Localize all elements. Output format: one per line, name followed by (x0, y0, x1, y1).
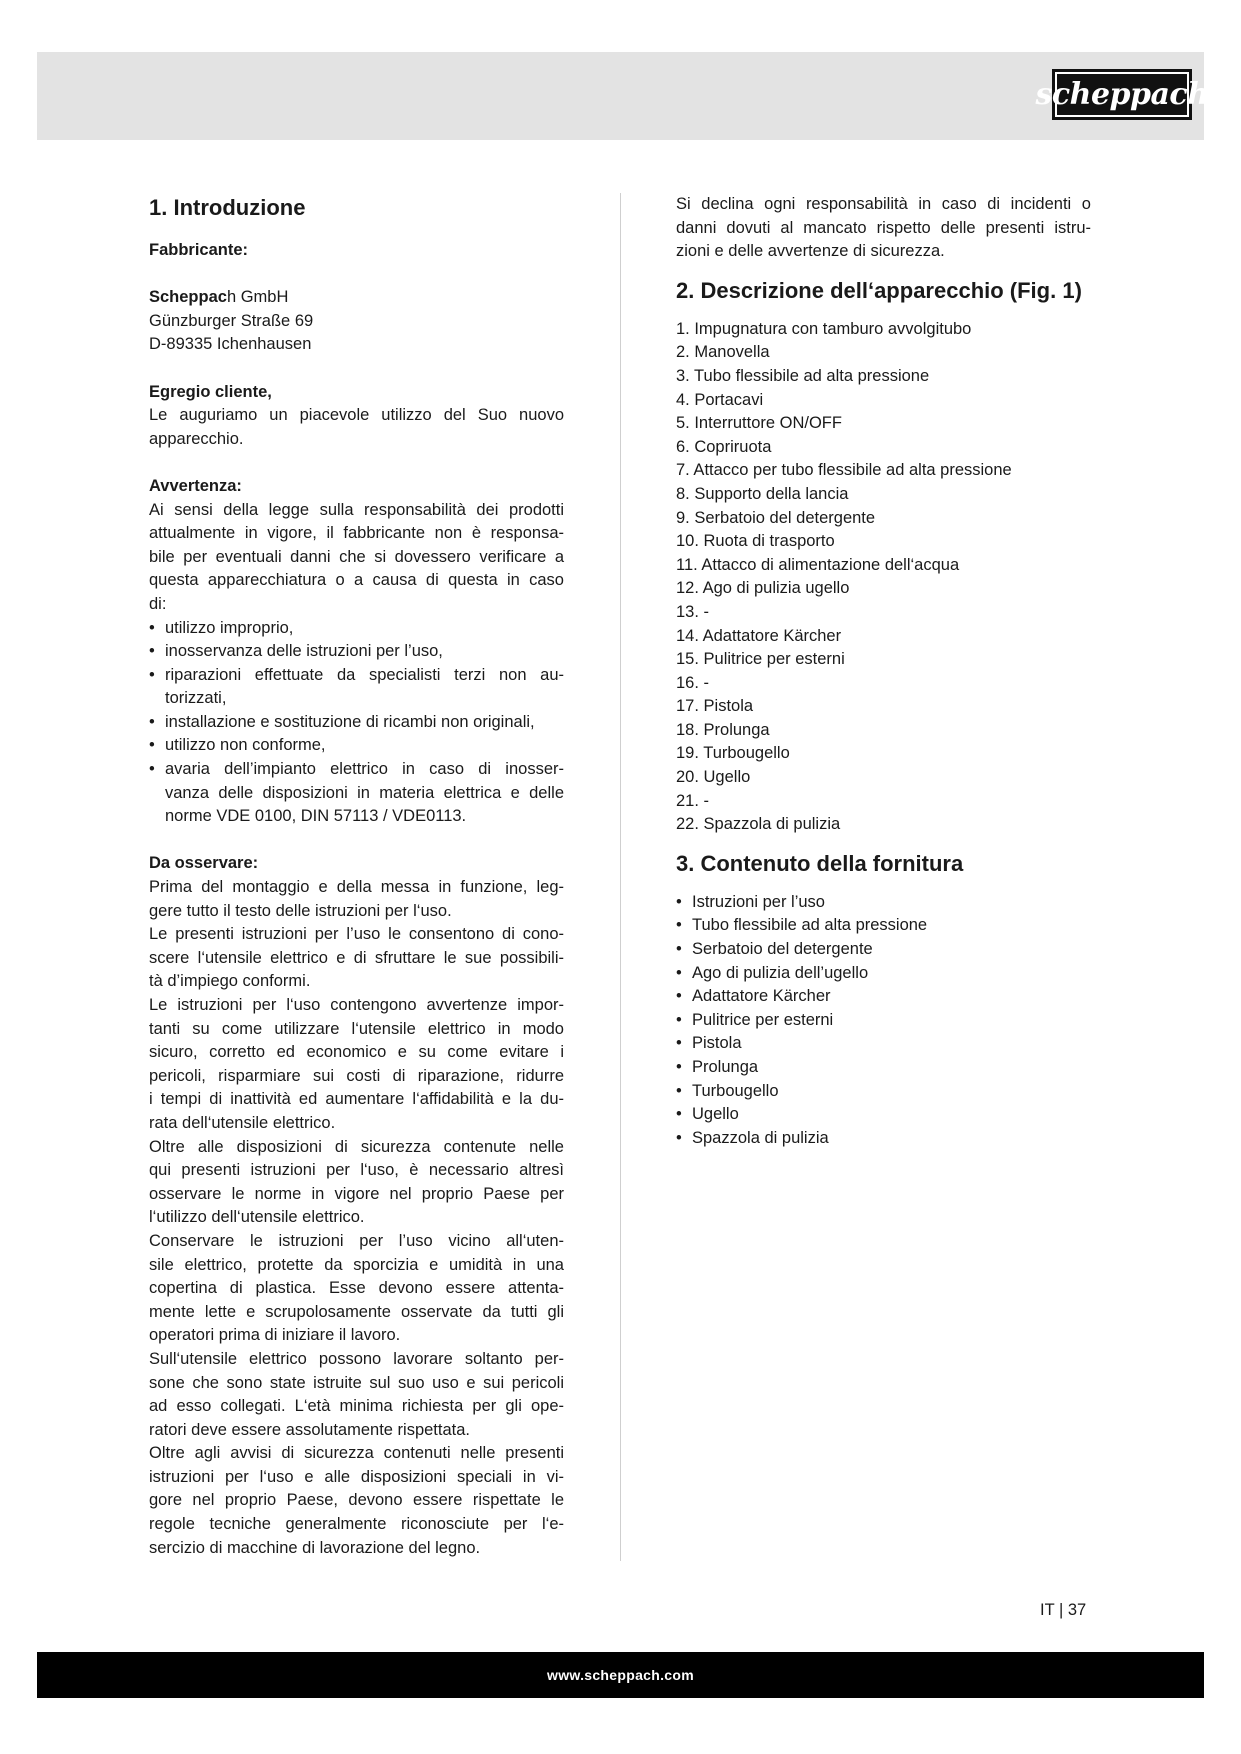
section-2-title: 2. Descrizione dell‘apparecchio (Fig. 1) (676, 277, 1082, 303)
warning-bullet-item (149, 805, 564, 829)
parts-list-item: 5. Interruttore ON/OFF (676, 414, 842, 433)
address-city: D-89335 Ichenhausen (149, 335, 312, 354)
observe-text-line: Prima del montaggio e della messa in funzione, leg- (149, 878, 564, 897)
parts-list-item: 11. Attacco di alimentazione dell‘acqua (676, 555, 960, 574)
bullet-icon: • (676, 987, 682, 1006)
warning-bullet-text: avaria dell’impianto elettrico in caso di inosser- (165, 760, 564, 779)
delivery-item (676, 1103, 1091, 1127)
bullet-icon: • (676, 892, 682, 911)
parts-list-item: 20. Ugello (676, 768, 751, 787)
bullet-icon: • (676, 1105, 682, 1124)
parts-list-item: 2. Manovella (676, 343, 770, 362)
bullet-icon: • (149, 665, 155, 684)
greeting: Egregio cliente, (149, 382, 272, 401)
warning-bullet-text: inosservanza delle istruzioni per l’uso, (165, 642, 443, 661)
observe-text-line: Sull‘utensile elettrico possono lavorare soltanto per- (149, 1349, 564, 1368)
warning-text-line: di: (149, 594, 167, 613)
disclaimer-line: zioni e delle avvertenze di sicurezza. (676, 242, 945, 261)
observe-text-line: tà d’impiego conformi. (149, 972, 311, 991)
parts-list-item: 9. Serbatoio del detergente (676, 508, 876, 527)
section-3-title: 3. Contenuto della fornitura (676, 850, 964, 876)
observe-text-line: mente lette e scrupolosamente osservate da tutti gli (149, 1302, 564, 1321)
parts-list-item: 17. Pistola (676, 697, 754, 716)
parts-list-item: 4. Portacavi (676, 390, 764, 409)
disclaimer-line: danni dovuti al mancato rispetto delle presenti istru- (676, 218, 1091, 237)
parts-list-item: 14. Adattatore Kärcher (676, 626, 842, 645)
observe-text-line: Oltre alle disposizioni di sicurezza contenute nelle (149, 1137, 564, 1156)
delivery-item (676, 1080, 1091, 1104)
parts-list-item: 10. Ruota di trasporto (676, 532, 835, 551)
delivery-item-text: Spazzola di pulizia (692, 1128, 829, 1147)
warning-bullet-item (149, 734, 564, 758)
observe-text (149, 876, 564, 1560)
observe-text-line: ad esso collegati. L‘età minima richiesta per gli ope- (149, 1397, 564, 1416)
parts-list-item: 22. Spazzola di pulizia (676, 815, 841, 834)
observe-text-line: operatori prima di iniziare il lavoro. (149, 1326, 401, 1345)
delivery-item-text: Prolunga (692, 1058, 759, 1076)
disclaimer-line: Si declina ogni responsabilità in caso di incidenti o (676, 195, 1091, 213)
observe-text-line: qui presenti istruzioni per l‘uso, è necessario altresì (149, 1161, 564, 1180)
warning-bullet-text: utilizzo improprio, (165, 618, 294, 637)
delivery-item-text: Turbougello (692, 1081, 779, 1100)
observe-text-line: istruzioni per l‘uso e alle disposizioni speciali in vi- (149, 1467, 564, 1486)
parts-list-item: 13. - (676, 602, 710, 621)
observe-label: Da osservare: (149, 854, 259, 873)
company-name-rest: h GmbH (226, 288, 289, 307)
observe-text-line: rata dell‘utensile elettrico. (149, 1113, 336, 1132)
observe-text-line: Conservare le istruzioni per l’uso vicino all‘uten- (149, 1231, 564, 1250)
observe-text-line: gore nel proprio Paese, devono essere rispettate le (149, 1491, 564, 1510)
delivery-item (676, 1127, 1091, 1151)
delivery-item-text: Ugello (692, 1105, 739, 1124)
footer-url-link[interactable]: www.scheppach.com (547, 1667, 694, 1683)
bullet-icon: • (676, 1128, 682, 1147)
bullet-icon (149, 782, 165, 806)
bullet-icon: • (149, 736, 155, 755)
observe-text-line: copertina di plastica. Esse devono essere attenta- (149, 1279, 564, 1298)
observe-text-line: Le presenti istruzioni per l’uso le consentono di cono- (149, 925, 564, 944)
company-name-bold: Scheppac (149, 288, 227, 307)
delivery-item-text: Pulitrice per esterni (692, 1010, 834, 1029)
bullet-icon: • (149, 642, 155, 661)
manufacturer-label: Fabbricante: (149, 241, 249, 259)
observe-text-line: tanti su come utilizzare l‘utensile elettrico in modo (149, 1019, 564, 1038)
warning-bullet-item (149, 758, 564, 782)
greeting-text-line: Le auguriamo un piacevole utilizzo del Suo nuovo (149, 406, 564, 425)
right-column (676, 193, 1091, 1150)
warning-bullet-text: norme VDE 0100, DIN 57113 / VDE0113. (165, 807, 467, 826)
delivery-list (676, 891, 1091, 1151)
parts-list-item: 16. - (676, 673, 710, 692)
section-1-title: 1. Introduzione (149, 195, 306, 220)
warning-bullet-item (149, 664, 564, 688)
delivery-item (676, 1032, 1091, 1056)
warning-bullet-text: utilizzo non conforme, (165, 736, 326, 755)
observe-text-line: pericoli, risparmiare sui costi di riparazione, ridurre (149, 1066, 564, 1085)
observe-text-line: Le istruzioni per l‘uso contengono avvertenze impor- (149, 996, 564, 1014)
warning-text-line: bile per eventuali danni che si dovessero verificare a (149, 547, 564, 566)
delivery-item-text: Adattatore Kärcher (692, 987, 831, 1006)
observe-text-line: Oltre agli avvisi di sicurezza contenuti nelle presenti (149, 1444, 564, 1463)
observe-text-line: sercizio di macchine di lavorazione del legno. (149, 1538, 481, 1557)
observe-text-line: l‘utilizzo dell‘utensile elettrico. (149, 1208, 365, 1227)
warning-bullet-item (149, 640, 564, 664)
warning-text-line: Ai sensi della legge sulla responsabilità dei prodotti (149, 500, 564, 519)
parts-list-item: 19. Turbougello (676, 744, 790, 763)
observe-text-line: sicuro, corretto ed economico e su come evitare i (149, 1043, 564, 1062)
parts-list-item: 12. Ago di pulizia ugello (676, 579, 850, 598)
delivery-item-text: Pistola (692, 1034, 742, 1053)
parts-list-item: 15. Pulitrice per esterni (676, 650, 845, 669)
delivery-item (676, 962, 1091, 986)
parts-list-item: 18. Prolunga (676, 720, 770, 739)
warning-bullet-item (149, 711, 564, 735)
warning-bullet-text: riparazioni effettuate da specialisti terzi non au- (165, 665, 564, 684)
delivery-item (676, 985, 1091, 1009)
delivery-item-text: Ago di pulizia dell’ugello (692, 963, 869, 982)
delivery-item-text: Serbatoio del detergente (692, 940, 873, 959)
delivery-item-text: Istruzioni per l’uso (692, 892, 825, 911)
warning-label: Avvertenza: (149, 476, 242, 495)
bullet-icon: • (676, 1034, 682, 1053)
greeting-text-line: apparecchio. (149, 429, 244, 448)
bullet-icon: • (676, 1010, 682, 1029)
bullet-icon: • (676, 916, 682, 935)
observe-text-line: ratori deve essere assolutamente rispettata. (149, 1420, 471, 1439)
parts-list-item: 8. Supporto della lancia (676, 484, 849, 503)
address-street: Günzburger Straße 69 (149, 311, 314, 330)
observe-text-line: regole tecniche generalmente riconosciute per l‘e- (149, 1515, 564, 1534)
warning-text-line: attualmente in vigore, il fabbricante non è responsa- (149, 524, 564, 543)
warning-text-line: questa apparecchiatura o a causa di questa in caso (149, 571, 564, 590)
bullet-icon: • (676, 940, 682, 959)
warning-bullet-text: torizzati, (165, 689, 227, 708)
disclaimer-text (676, 193, 1091, 264)
observe-text-line: i tempi di inattività ed aumentare l‘affidabilità e la du- (149, 1090, 564, 1109)
bullet-icon: • (676, 1081, 682, 1100)
warning-bullet-item (149, 687, 564, 711)
delivery-item-text: Tubo flessibile ad alta pressione (692, 916, 928, 935)
bullet-icon: • (676, 963, 682, 982)
warning-text (149, 499, 564, 617)
column-divider (620, 193, 621, 1561)
parts-list-item: 1. Impugnatura con tamburo avvolgitubo (676, 319, 972, 338)
observe-text-line: osservare le norme in vigore nel proprio Paese per (149, 1184, 564, 1203)
delivery-item (676, 914, 1091, 938)
parts-list-item: 7. Attacco per tubo flessibile ad alta pressione (676, 461, 1012, 480)
delivery-item (676, 1056, 1091, 1080)
observe-text-line: scere l‘utensile elettrico e di sfruttare le sue possibili- (149, 948, 564, 967)
warning-bullet-item (149, 617, 564, 641)
scheppach-logo: scheppach (1052, 69, 1192, 120)
observe-text-line: gere tutto il testo delle istruzioni per l‘uso. (149, 901, 452, 920)
bullet-icon: • (676, 1058, 682, 1076)
bullet-icon (149, 805, 165, 829)
bullet-icon: • (149, 760, 155, 779)
parts-list-item: 21. - (676, 791, 710, 810)
parts-list-item: 3. Tubo flessibile ad alta pressione (676, 366, 930, 385)
observe-text-line: sone che sono state istruite sul suo uso e sui pericoli (149, 1373, 564, 1392)
warning-bullet-item (149, 782, 564, 806)
parts-list (676, 318, 1091, 837)
bullet-icon (149, 687, 165, 711)
warning-bullet-text: vanza delle disposizioni in materia elettrica e delle (165, 783, 564, 802)
observe-text-line: sile elettrico, protette da sporcizia e umidità in una (149, 1255, 564, 1274)
bullet-icon: • (149, 712, 155, 731)
warning-bullet-text: installazione e sostituzione di ricambi non originali, (165, 712, 535, 731)
warning-bullet-list (149, 617, 564, 829)
left-column (149, 193, 564, 1560)
bullet-icon: • (149, 618, 155, 637)
delivery-item (676, 891, 1091, 915)
company-name (149, 286, 564, 310)
parts-list-item: 6. Copriruota (676, 437, 772, 456)
delivery-item (676, 938, 1091, 962)
page-number: IT | 37 (1040, 1601, 1087, 1619)
delivery-item (676, 1009, 1091, 1033)
header-band (37, 52, 1204, 140)
footer-bar (37, 1652, 1204, 1698)
